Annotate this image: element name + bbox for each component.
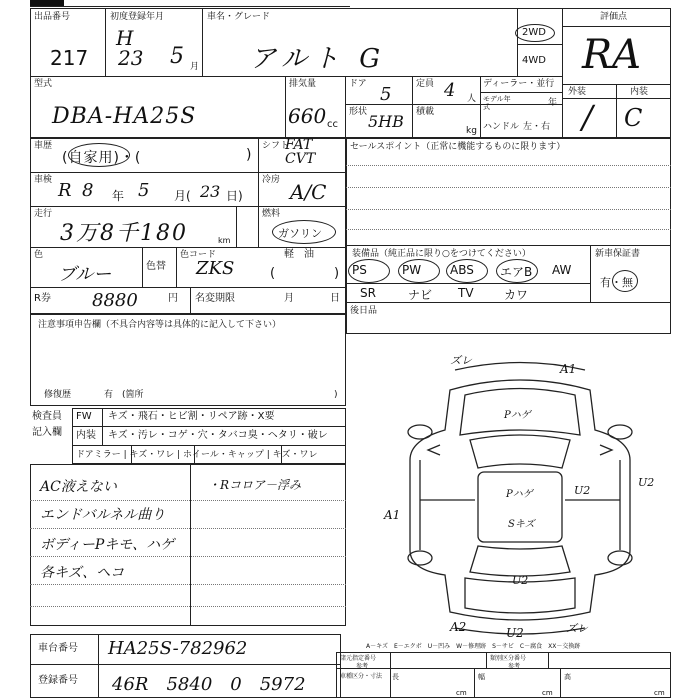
grid-line — [30, 287, 346, 288]
vin-value: HA25S-782962 — [108, 638, 248, 659]
inspection-label: 車検 — [34, 175, 53, 185]
dims-width-label: 幅 — [478, 673, 485, 681]
grid-line — [30, 76, 562, 77]
damage-mark-middle: Pハゲ — [506, 489, 533, 500]
color-code-value: ZKS — [196, 258, 235, 279]
damage-mark-bottom: U2 — [506, 626, 524, 640]
capacity-unit: 人 — [467, 94, 477, 104]
warranty-value: 有・無 — [600, 276, 633, 289]
shift-label: シフト — [262, 141, 290, 151]
grid-line — [346, 245, 671, 246]
model-year-unit: 年 — [548, 98, 558, 108]
first-reg-era: H — [116, 26, 134, 50]
handle-label: ハンドル — [483, 122, 520, 132]
displacement-unit: cc — [327, 119, 338, 130]
color-change-label: 色替 — [146, 261, 166, 272]
dealer-label: ディーラー・並行 — [483, 79, 555, 89]
first-reg-month: 5 — [170, 44, 184, 69]
grid-line — [548, 652, 549, 668]
inspector-label-1: 検査員 — [32, 411, 62, 422]
grid-line — [72, 426, 346, 427]
grid-line — [105, 8, 106, 76]
grid-line — [190, 464, 191, 626]
inspector-row-3-text: ドアミラー | キズ・ワレ | ホイール・キャップ | キズ・ワレ — [76, 450, 318, 460]
fuel-label: 燃料 — [262, 209, 281, 219]
grid-line — [345, 104, 562, 105]
inspector-row-2-text: キズ・汚レ・コゲ・穴・タバコ臭・ヘタリ・破レ — [108, 430, 328, 441]
drive-2wd: 2WD — [522, 27, 546, 38]
grid-line — [616, 84, 617, 138]
notes-label: 注意事項申告欄（不具合内容等は具体的に記入して下さい） — [38, 320, 282, 330]
displacement-label: 排気量 — [289, 79, 317, 89]
equipment-circle-3 — [446, 259, 488, 283]
grid-line — [562, 84, 671, 85]
grid-line — [142, 247, 143, 287]
equipment-circle-2 — [398, 259, 440, 283]
exterior-label: 外装 — [568, 87, 587, 97]
grid-line — [486, 652, 487, 668]
grid-line — [202, 8, 203, 76]
ruled-line — [30, 584, 346, 585]
damage-mark-lower: Sキズ — [508, 519, 535, 530]
remark-3: ボディーPキモ、ハゲ — [40, 537, 175, 553]
load-unit: kg — [466, 126, 477, 136]
grid-line — [236, 206, 237, 247]
dims-height-unit: cm — [654, 689, 665, 697]
color-code-paren-close: ) — [334, 266, 340, 281]
equipment-item-row2-4: カワ — [504, 288, 529, 302]
grid-line — [517, 44, 562, 45]
grid-line — [346, 283, 590, 284]
color-value: ブルー — [58, 264, 112, 285]
recycle-label: R券 — [34, 293, 51, 304]
recycle-unit: 円 — [168, 293, 178, 304]
plate-value: 46R 5840 0 5972 — [112, 674, 306, 695]
damage-mark-bottom-right: ズレ — [566, 622, 588, 635]
shape-value: 5HB — [368, 112, 404, 131]
door-value: 5 — [380, 84, 392, 105]
grid-line — [474, 668, 475, 698]
grid-line — [412, 76, 413, 138]
grid-line — [98, 634, 99, 698]
header-black-tab — [30, 0, 64, 6]
fuel-circle — [272, 220, 336, 244]
grid-line — [30, 172, 346, 173]
damage-mark-bottom-left: A2 — [450, 620, 467, 634]
grid-line — [30, 206, 346, 207]
equipment-circle-4 — [496, 259, 538, 283]
inspection-year: 8 — [82, 180, 94, 201]
exterior-value: / — [582, 98, 593, 136]
header-scrap — [30, 0, 350, 7]
car-name-value: アルト G — [250, 44, 386, 74]
damage-mark-roof: Pハゲ — [504, 410, 531, 421]
history-value: (自家用)・( — [62, 150, 142, 166]
ruled-line — [30, 528, 346, 529]
lot-number: 217 — [50, 46, 89, 70]
repair-label: 修復歴 — [44, 390, 72, 400]
model-value: DBA-HA25S — [52, 104, 197, 129]
equipment-item-5: AW — [552, 263, 572, 277]
first-reg-month-unit: 月 — [190, 62, 200, 72]
plate-label: 登録番号 — [38, 675, 78, 686]
inspection-year-unit: 年 — [112, 189, 125, 203]
shift-value: FAT CVT — [285, 137, 316, 167]
rear-seat-label: 後日品 — [350, 306, 378, 316]
equipment-item-1: PS — [352, 263, 367, 277]
grid-line — [30, 247, 346, 248]
warranty-circle — [612, 270, 638, 292]
equipment-label: 装備品（純正品に限り○をつけてください） — [352, 249, 531, 259]
lot-label: 出品番号 — [34, 12, 71, 22]
ruled-line — [346, 229, 671, 230]
color-label: 色 — [34, 250, 44, 260]
remark-1: AC液えない — [40, 479, 117, 495]
sales-point-label: セールスポイント（正常に機能するものに限ります） — [350, 142, 566, 152]
light-oil-label: 軽 油 — [284, 249, 314, 260]
door-label: ドア — [349, 79, 367, 89]
capacity-value: 4 — [444, 80, 456, 101]
inspector-row-1-text: キズ・飛石・ヒビ割・リペア跡・X要 — [108, 411, 275, 422]
spec-number-ref: 参考 — [356, 663, 369, 670]
evaluation-score: RA — [582, 32, 642, 78]
recycle-value: 8880 — [92, 290, 138, 311]
mileage-value: 3万8千180 — [60, 221, 188, 246]
damage-mark-top-right: A1 — [560, 362, 577, 376]
ruled-line — [30, 556, 346, 557]
inspection-era: R — [58, 180, 72, 201]
ac-label: 冷房 — [262, 175, 281, 185]
damage-legend: A－キズ E－エクボ U－凹み W－修理跡 S－サビ C－腐食 XX－交換跡 — [366, 643, 581, 650]
remark-right: ・Rコロア－浮み — [208, 478, 302, 492]
history-circle — [68, 143, 130, 167]
damage-mark-left: A1 — [384, 508, 401, 522]
ruled-line — [346, 209, 671, 210]
inspector-row-2-key: 内装 — [76, 430, 96, 441]
grid-line — [102, 408, 103, 445]
damage-mark-top: ズレ — [450, 354, 472, 367]
color-code-paren-open: ( — [270, 266, 276, 281]
dims-length-unit: cm — [456, 689, 467, 697]
equipment-item-3: ABS — [450, 263, 474, 277]
inspector-row-1-key: FW — [76, 411, 92, 422]
grid-line — [176, 247, 177, 287]
grid-line — [590, 245, 591, 302]
right-column — [346, 138, 671, 334]
equipment-item-row2-2: ナビ — [408, 288, 433, 302]
dims-height-label: 高 — [564, 673, 571, 681]
name-change-label: 名変期限 — [195, 293, 235, 304]
displacement-value: 660 — [288, 104, 327, 128]
equipment-circle-1 — [348, 259, 390, 283]
dims-width-unit: cm — [542, 689, 553, 697]
equipment-item-row2-3: TV — [458, 286, 474, 300]
grid-line — [517, 8, 518, 76]
grid-line — [190, 287, 191, 314]
color-code-label: 色コード — [180, 250, 217, 260]
inspection-day-unit: 日) — [226, 189, 243, 203]
grid-line — [480, 76, 481, 138]
first-reg-label: 初度登録年月 — [110, 12, 165, 22]
ruled-line — [346, 165, 671, 166]
grid-line — [560, 668, 561, 698]
damage-mark-right-2: U2 — [638, 476, 655, 489]
remark-2: エンドバルネル曲り — [40, 507, 166, 523]
damage-mark-rear: U2 — [512, 574, 529, 587]
ruled-line — [346, 187, 671, 188]
vin-label: 車台番号 — [38, 643, 78, 654]
equipment-item-2: PW — [402, 263, 422, 277]
damage-mark-right: U2 — [574, 484, 591, 497]
remark-4: 各キズ、ヘコ — [40, 565, 125, 581]
spec-number-label: 諸元指定番号 — [340, 655, 377, 662]
grid-line — [345, 76, 346, 138]
type-number-label: 類別区分番号 — [490, 655, 527, 662]
capacity-label: 定員 — [416, 79, 435, 89]
grid-line — [72, 445, 346, 446]
interior-value: C — [624, 104, 643, 132]
history-close: ) — [246, 147, 252, 163]
shape-label: 形状 — [349, 107, 368, 117]
ruled-line — [30, 500, 346, 501]
mileage-unit: km — [218, 236, 231, 245]
name-change-day: 日 — [330, 293, 340, 304]
type-number-ref: 参考 — [508, 663, 521, 670]
grid-line — [562, 8, 563, 138]
model-label: 型式 — [34, 79, 53, 89]
grid-line — [258, 138, 259, 247]
name-change-month: 月 — [284, 293, 294, 304]
dims-length-label: 長 — [392, 673, 399, 681]
drive-4wd: 4WD — [522, 55, 546, 66]
grid-line — [30, 664, 341, 665]
fuel-value: ガソリン — [278, 227, 322, 240]
grid-line — [390, 652, 391, 698]
grid-line — [336, 668, 671, 669]
first-reg-year: 23 — [118, 46, 144, 70]
inspection-month-unit: 月( — [174, 189, 191, 203]
repair-value: 有 (箇所 — [104, 390, 144, 400]
repair-close: ) — [334, 390, 338, 400]
car-name-label: 車名・グレード — [207, 12, 271, 22]
inspection-day: 23 — [200, 182, 221, 201]
history-label: 車歴 — [34, 141, 53, 151]
model-year-label: モデル年式 — [483, 95, 511, 111]
grid-line — [285, 76, 286, 138]
grid-line — [480, 92, 562, 93]
ac-value: A/C — [290, 180, 327, 204]
dims-note: 車種区分・寸法 — [340, 673, 383, 680]
inspector-label-2: 記入欄 — [32, 427, 62, 438]
handle-value: 左・右 — [523, 122, 551, 132]
interior-label: 内装 — [630, 87, 649, 97]
ruled-line — [30, 606, 346, 607]
mileage-label: 走行 — [34, 209, 53, 219]
load-label: 積載 — [416, 107, 435, 117]
inspection-month: 5 — [138, 180, 150, 201]
equipment-item-4: エアB — [500, 265, 533, 279]
equipment-item-row2-1: SR — [360, 286, 376, 300]
warranty-label: 新車保証書 — [595, 249, 641, 259]
grid-line — [562, 26, 671, 27]
drive-circle — [515, 24, 555, 42]
evaluation-label: 評価点 — [600, 12, 628, 22]
